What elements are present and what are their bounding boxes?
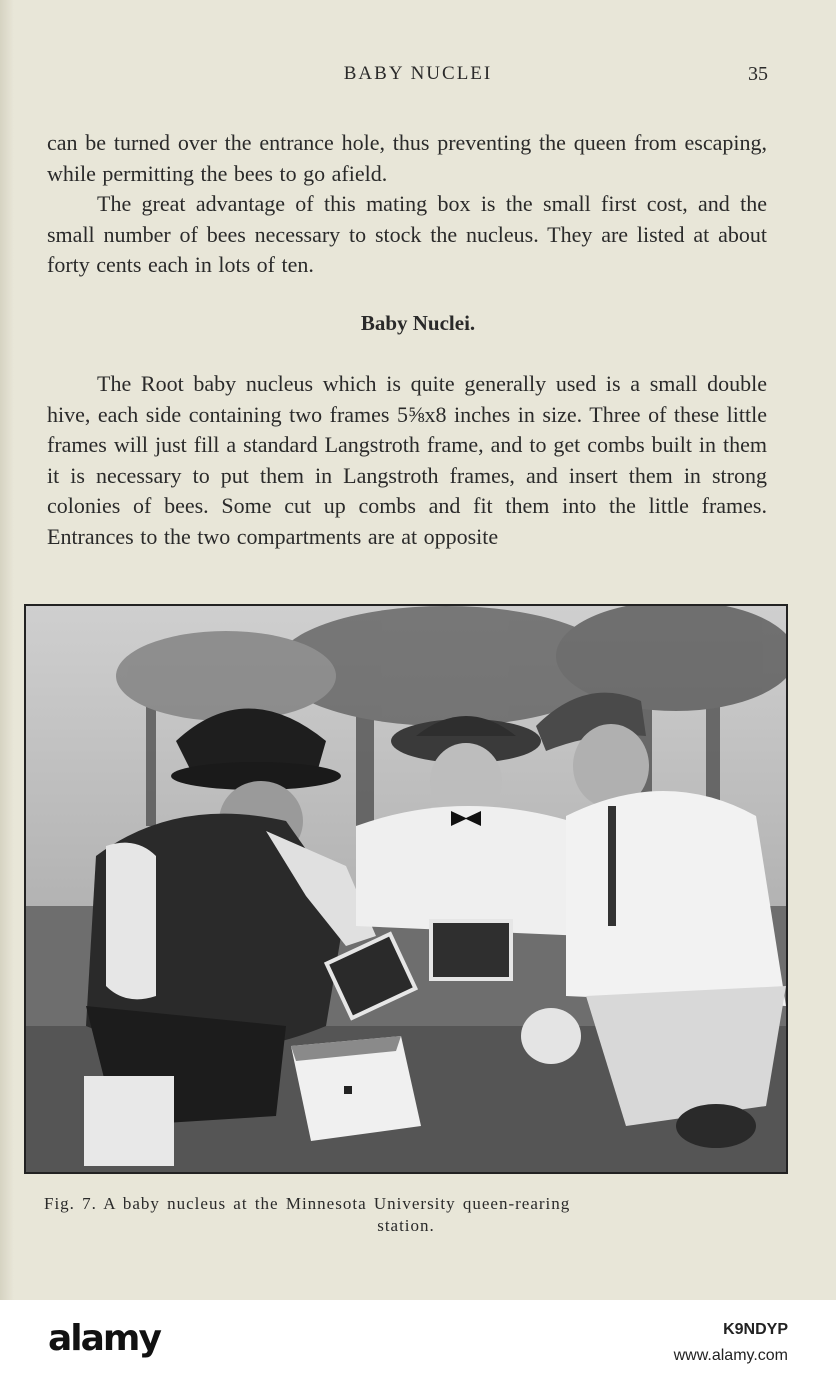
caption-line-2: station. bbox=[377, 1216, 435, 1235]
baby-nucleus-box bbox=[291, 1036, 421, 1141]
figure-photo bbox=[24, 604, 788, 1174]
stock-watermark-bar bbox=[0, 1300, 836, 1390]
caption-line-1: Fig. 7. A baby nucleus at the Minnesota University queen-rearing bbox=[44, 1194, 571, 1213]
running-head bbox=[0, 63, 836, 89]
smoker bbox=[521, 1008, 581, 1064]
paragraph-mating-box: The great advantage of this mating box is the small first cost, and the small number of bees necessary to stock the nucleus. They are listed at about forty cents each in lots of ten. bbox=[47, 191, 767, 277]
section-heading: Baby Nuclei. bbox=[360, 311, 476, 335]
figure-caption bbox=[44, 1193, 768, 1237]
running-head-title: BABY NUCLEI bbox=[343, 63, 493, 84]
paragraph-continued: can be turned over the entrance hole, thus preventing the queen from escaping, while permitting the bees to go afield. bbox=[47, 130, 767, 186]
image-id: K9NDYP bbox=[723, 1321, 788, 1338]
paragraph-root-baby-nucleus: The Root baby nucleus which is quite generally used is a small double hive, each side containing two frames 5⅝x8 inches in size. Three of these little frames will just fill a standard Langstroth frame, and to get combs built in them it is necessary to put them in Langstroth frames, and insert them in strong colonies of bees. Some cut up combs and fit them into the little frames. Entrances to the two compartments are at opposite bbox=[47, 371, 767, 549]
photo-illustration bbox=[26, 606, 786, 1172]
page-number: 35 bbox=[748, 63, 768, 85]
alamy-logo: alamy bbox=[48, 1318, 160, 1359]
site-url: www.alamy.com bbox=[673, 1347, 788, 1364]
